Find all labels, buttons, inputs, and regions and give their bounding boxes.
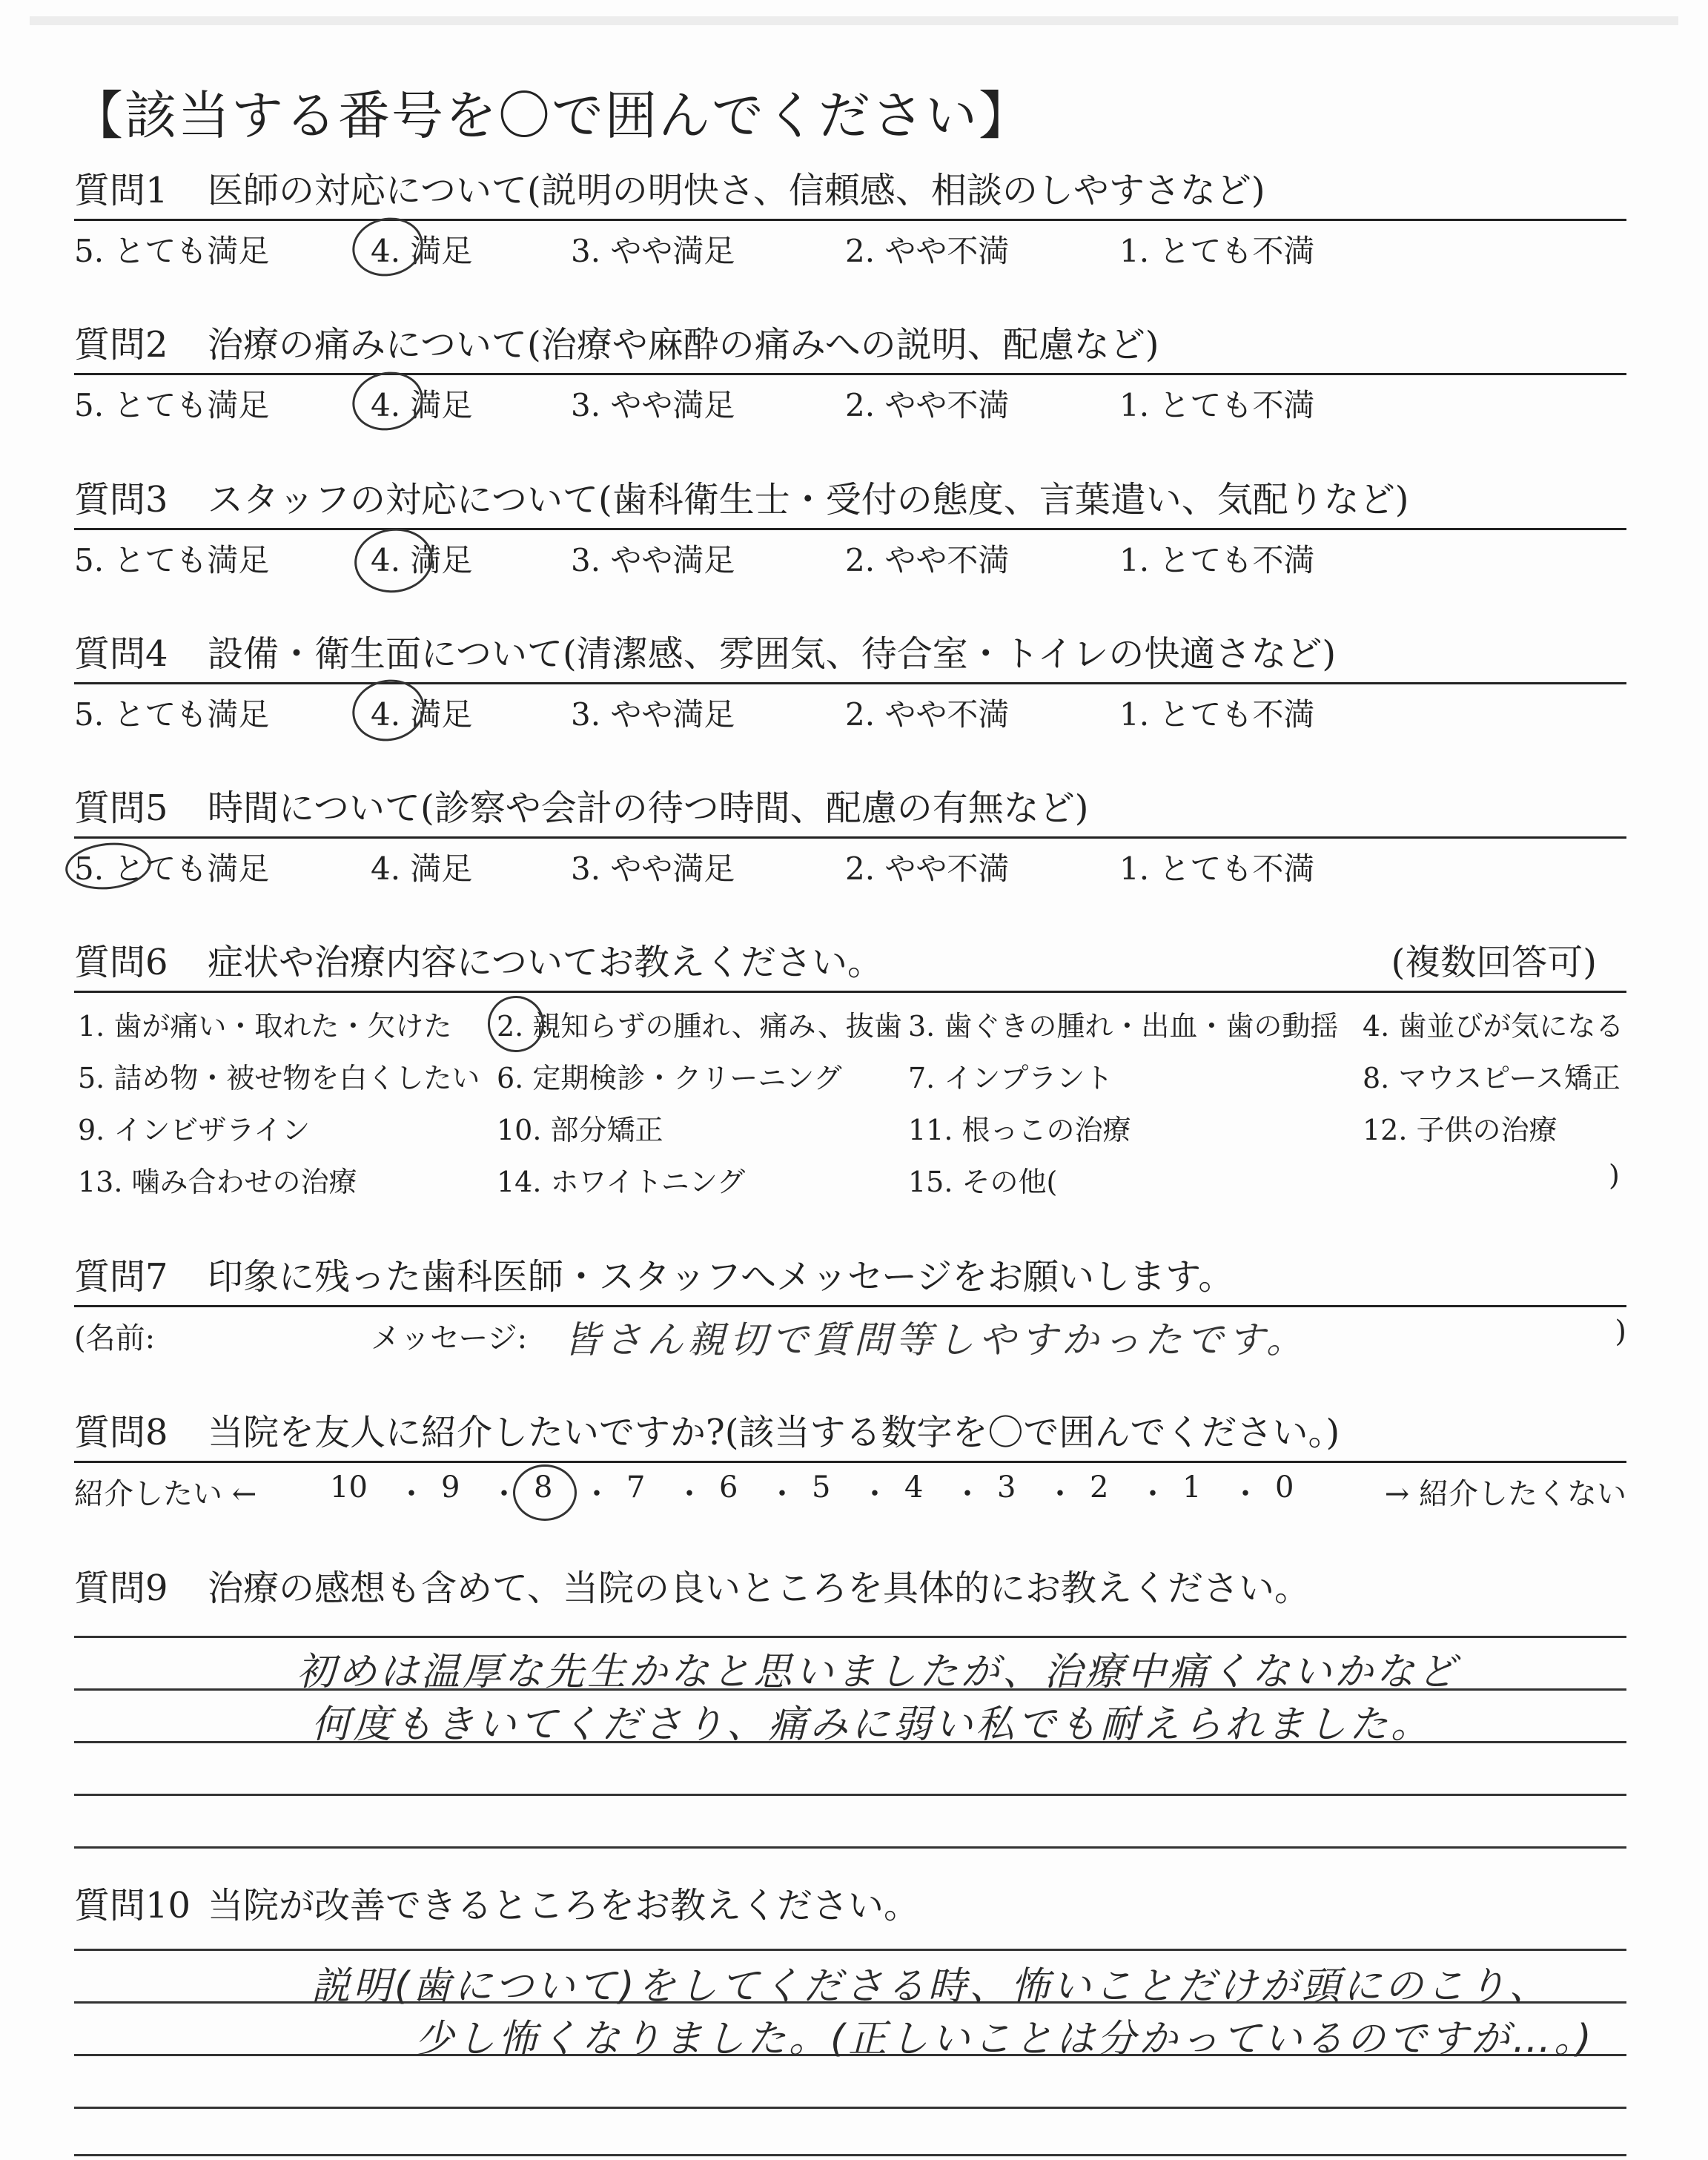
option-4[interactable]: 4. 満足 — [371, 851, 473, 887]
option-4[interactable]: 4. 満足 — [371, 696, 473, 733]
question-label: 質問9 — [74, 1568, 168, 1609]
option-2[interactable]: 2. やや不満 — [845, 542, 1010, 578]
dot-separator: ・ — [489, 1477, 519, 1511]
symptom-option[interactable]: 9. インビザライン — [78, 1114, 311, 1146]
option-5[interactable]: 5. とても満足 — [74, 851, 270, 887]
option-3[interactable]: 3. やや満足 — [571, 851, 735, 887]
option-3[interactable]: 3. やや満足 — [571, 542, 735, 578]
dot-separator: ・ — [767, 1477, 797, 1511]
symptom-option[interactable]: 3. 歯ぐきの腫れ・出血・歯の動揺 — [908, 1010, 1339, 1043]
question-text: 印象に残った歯科医師・スタッフへメッセージをお願いします。 — [208, 1256, 1234, 1298]
selection-circle — [351, 524, 437, 598]
answer-options — [74, 530, 1626, 582]
question-header — [74, 321, 1626, 375]
scale-number[interactable]: 2 — [1090, 1470, 1109, 1505]
option-3[interactable]: 3. やや満足 — [571, 696, 735, 733]
scale-left-label: 紹介したい ← — [74, 1477, 257, 1511]
question-9 — [74, 1565, 1626, 1616]
scale-number[interactable]: 3 — [997, 1470, 1016, 1505]
question-header — [74, 630, 1626, 684]
answer-line — [74, 1794, 1626, 1796]
symptom-option[interactable]: 5. 詰め物・被せ物を白くしたい — [78, 1062, 480, 1094]
scale-number[interactable]: 7 — [626, 1470, 646, 1505]
symptom-option[interactable]: 14. ホワイトニング — [497, 1166, 746, 1198]
answer-line — [74, 1846, 1626, 1849]
selection-circle — [347, 673, 431, 748]
dot-separator: ・ — [953, 1477, 982, 1511]
symptom-option[interactable]: 13. 噛み合わせの治療 — [78, 1166, 357, 1198]
option-1[interactable]: 1. とても不満 — [1119, 387, 1315, 423]
question-2 — [74, 321, 1626, 427]
handwritten-answer-line[interactable]: 初めは温厚な先生かなと思いましたが、治療中痛くないかなど — [297, 1650, 1460, 1694]
question-label: 質問5 — [74, 787, 168, 829]
scale-number[interactable]: 6 — [719, 1470, 738, 1505]
answer-line — [74, 1949, 1626, 1951]
answer-options — [74, 221, 1626, 273]
question-label: 質問8 — [74, 1412, 168, 1453]
message-text[interactable]: 皆さん親切で質問等しやすかったです。 — [563, 1318, 1308, 1361]
dot-separator: ・ — [1045, 1477, 1075, 1511]
question-label: 質問4 — [74, 633, 168, 675]
question-text: 症状や治療内容についてお教えください。 — [208, 942, 884, 983]
question-4 — [74, 630, 1626, 736]
option-5[interactable]: 5. とても満足 — [74, 696, 270, 733]
answer-line — [74, 2107, 1626, 2109]
answer-options — [74, 839, 1626, 891]
scale-number[interactable]: 4 — [904, 1470, 924, 1505]
name-label: (名前: — [74, 1321, 156, 1355]
question-header — [74, 1565, 1626, 1616]
question-header — [74, 167, 1626, 221]
symptom-option[interactable]: 8. マウスピース矯正 — [1363, 1062, 1621, 1094]
option-3[interactable]: 3. やや満足 — [571, 387, 735, 423]
question-6 — [74, 939, 1626, 1200]
question-1 — [74, 167, 1626, 273]
scale-number[interactable]: 5 — [812, 1470, 831, 1505]
option-2[interactable]: 2. やや不満 — [845, 851, 1010, 887]
symptom-option[interactable]: 7. インプラント — [908, 1062, 1113, 1094]
answer-options — [74, 684, 1626, 736]
recommendation-scale — [74, 1463, 1626, 1515]
option-2[interactable]: 2. やや不満 — [845, 233, 1010, 269]
dot-separator: ・ — [397, 1477, 426, 1511]
question-3 — [74, 476, 1626, 582]
message-label: メッセージ: — [371, 1321, 528, 1355]
option-4[interactable]: 4. 満足 — [371, 387, 473, 423]
question-label: 質問2 — [74, 324, 168, 366]
dot-separator: ・ — [1231, 1477, 1260, 1511]
question-7 — [74, 1253, 1626, 1359]
scale-number[interactable]: 1 — [1182, 1470, 1202, 1505]
symptom-option[interactable]: 10. 部分矯正 — [497, 1114, 663, 1146]
selection-circle — [347, 211, 428, 283]
option-1[interactable]: 1. とても不満 — [1119, 542, 1315, 578]
selection-circle — [513, 1464, 577, 1521]
message-line — [74, 1307, 1626, 1359]
question-label: 質問10 — [74, 1885, 191, 1926]
symptom-option[interactable]: 15. その他( — [908, 1166, 1058, 1198]
multiple-answers-note: (複数回答可) — [1391, 942, 1597, 983]
option-5[interactable]: 5. とても満足 — [74, 387, 270, 423]
question-header — [74, 939, 1626, 993]
question-label: 質問6 — [74, 942, 168, 983]
scale-number[interactable]: 10 — [330, 1470, 368, 1505]
scale-number[interactable]: 9 — [441, 1470, 460, 1505]
symptom-option[interactable]: 11. 根っこの治療 — [908, 1114, 1131, 1146]
question-8 — [74, 1409, 1626, 1515]
top-border — [30, 16, 1678, 25]
message-close-paren: ) — [1615, 1315, 1626, 1349]
option-4[interactable]: 4. 満足 — [371, 542, 473, 578]
selection-circle — [483, 991, 549, 1057]
option-4[interactable]: 4. 満足 — [371, 233, 473, 269]
question-text: 治療の痛みについて(治療や麻酔の痛みへの説明、配慮など) — [208, 324, 1159, 366]
question-label: 質問7 — [74, 1256, 168, 1298]
question-text: 医師の対応について(説明の明快さ、信頼感、相談のしやすさなど) — [208, 170, 1265, 211]
option-5[interactable]: 5. とても満足 — [74, 542, 270, 578]
option-3[interactable]: 3. やや満足 — [571, 233, 735, 269]
question-text: 治療の感想も含めて、当院の良いところを具体的にお教えください。 — [208, 1568, 1311, 1609]
symptom-option[interactable]: 4. 歯並びが気になる — [1363, 1010, 1624, 1043]
question-header — [74, 1882, 1626, 1934]
option-5[interactable]: 5. とても満足 — [74, 233, 270, 269]
question-text: 時間について(診察や会計の待つ時間、配慮の有無など) — [208, 787, 1089, 829]
question-label: 質問3 — [74, 479, 168, 521]
option-1[interactable]: 1. とても不満 — [1119, 851, 1315, 887]
dot-separator: ・ — [1138, 1477, 1168, 1511]
question-text: 設備・衛生面について(清潔感、雰囲気、待合室・トイレの快適さなど) — [208, 633, 1337, 675]
selection-circle — [347, 366, 428, 437]
symptom-option[interactable]: 12. 子供の治療 — [1363, 1114, 1558, 1146]
question-text: スタッフの対応について(歯科衛生士・受付の態度、言葉遣い、気配りなど) — [208, 479, 1409, 521]
question-header — [74, 1253, 1626, 1307]
question-label: 質問1 — [74, 170, 168, 211]
dot-separator: ・ — [582, 1477, 612, 1511]
scale-number[interactable]: 8 — [534, 1470, 553, 1505]
handwritten-answer-line[interactable]: 説明(歯について)をしてくださる時、怖いことだけが頭にのこり、 — [311, 1964, 1551, 2009]
handwritten-answer-line[interactable]: 何度もきいてくださり、痛みに弱い私でも耐えられました。 — [311, 1702, 1433, 1747]
question-5 — [74, 785, 1626, 891]
answer-line — [74, 1636, 1626, 1638]
option-1[interactable]: 1. とても不満 — [1119, 696, 1315, 733]
handwritten-answer-line[interactable]: 少し怖くなりました。(正しいことは分かっているのですが…。) — [415, 2017, 1595, 2061]
scale-number[interactable]: 0 — [1275, 1470, 1294, 1505]
dot-separator: ・ — [860, 1477, 890, 1511]
question-10 — [74, 1882, 1626, 1934]
symptom-option[interactable]: 6. 定期検診・クリーニング — [497, 1062, 842, 1094]
option-2[interactable]: 2. やや不満 — [845, 696, 1010, 733]
page-title: 【該当する番号を〇で囲んでください】 — [71, 85, 1032, 146]
symptom-option[interactable]: 2. 親知らずの腫れ、痛み、抜歯 — [497, 1010, 902, 1043]
question-text: 当院が改善できるところをお教えください。 — [208, 1885, 920, 1926]
symptom-option[interactable]: 1. 歯が痛い・取れた・欠けた — [78, 1010, 452, 1043]
answer-options — [74, 375, 1626, 427]
question-header — [74, 1409, 1626, 1463]
symptom-options — [74, 993, 1626, 1200]
scale-right-label: → 紹介したくない — [1384, 1477, 1626, 1511]
question-header — [74, 476, 1626, 530]
question-header — [74, 785, 1626, 839]
dot-separator: ・ — [675, 1477, 704, 1511]
other-close-paren: ) — [1609, 1159, 1620, 1192]
question-text: 当院を友人に紹介したいですか?(該当する数字を〇で囲んでください。) — [208, 1412, 1340, 1453]
option-1[interactable]: 1. とても不満 — [1119, 233, 1315, 269]
option-2[interactable]: 2. やや不満 — [845, 387, 1010, 423]
answer-line — [74, 2154, 1626, 2156]
